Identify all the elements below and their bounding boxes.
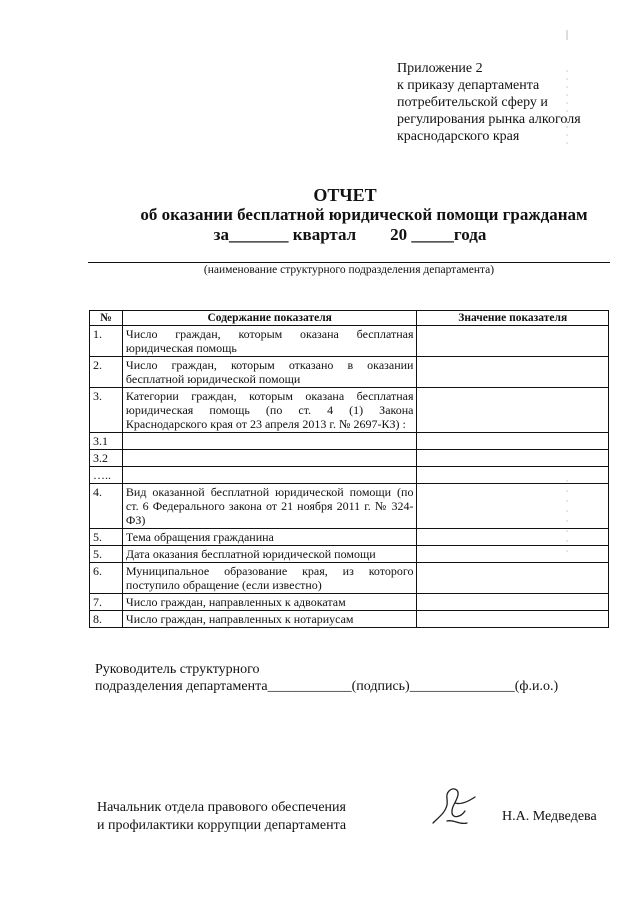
row-value-cell[interactable] <box>417 450 609 467</box>
row-number: 8. <box>90 611 123 628</box>
report-table <box>89 310 609 628</box>
signature-fields-line: подразделения департамента____________(подпись)_______________(ф.и.о.) <box>95 679 559 694</box>
appendix-note <box>397 60 627 145</box>
legal-dept-head-block <box>97 799 397 835</box>
row-indicator: Муниципальное образование края, из которого поступило обращение (если известно) <box>122 563 417 594</box>
table-row <box>90 357 609 388</box>
table-row <box>90 467 609 484</box>
appendix-line: Приложение 2 <box>397 61 483 76</box>
table-row <box>90 433 609 450</box>
header-value: Значение показателя <box>417 311 609 326</box>
row-number: 7. <box>90 594 123 611</box>
table-row <box>90 388 609 433</box>
appendix-line: к приказу департамента <box>397 78 540 93</box>
title-period: за_______ квартал 20 _____года <box>213 225 487 244</box>
row-indicator <box>122 433 417 450</box>
department-name-line <box>88 262 610 263</box>
row-number: 3.1 <box>90 433 123 450</box>
row-indicator: Число граждан, направленных к адвокатам <box>122 594 417 611</box>
report-title <box>0 185 640 245</box>
row-indicator: Категории граждан, которым оказана бесплатная юридическая помощь (по ст. 4 (1) Закона Краснодарского края от 23 апреля 2013 г. № 2697-КЗ) : <box>122 388 417 433</box>
signer-name: Н.А. Медведева <box>502 809 597 824</box>
row-value-cell[interactable] <box>417 467 609 484</box>
unit-head-signature-block <box>95 661 615 695</box>
row-value-cell[interactable] <box>417 529 609 546</box>
table-row <box>90 594 609 611</box>
appendix-line: краснодарского края <box>397 129 520 144</box>
row-indicator <box>122 467 417 484</box>
table-row <box>90 529 609 546</box>
table-row <box>90 563 609 594</box>
header-number: № <box>90 311 123 326</box>
table-row <box>90 484 609 529</box>
row-number: 3.2 <box>90 450 123 467</box>
row-value-cell[interactable] <box>417 388 609 433</box>
row-value-cell[interactable] <box>417 546 609 563</box>
row-number: ….. <box>90 467 123 484</box>
row-indicator: Число граждан, которым отказано в оказании бесплатной юридической помощи <box>122 357 417 388</box>
table-header-row <box>90 311 609 326</box>
row-indicator: Число граждан, направленных к нотариусам <box>122 611 417 628</box>
title-subheading: об оказании бесплатной юридической помощи гражданам <box>140 205 588 224</box>
row-number: 3. <box>90 388 123 433</box>
row-indicator <box>122 450 417 467</box>
signature-title-line: Руководитель структурного <box>95 662 260 677</box>
position-line: Начальник отдела правового обеспечения <box>97 800 346 815</box>
table-row <box>90 546 609 563</box>
table-row <box>90 611 609 628</box>
handwritten-signature <box>425 783 485 833</box>
table-row <box>90 326 609 357</box>
row-number: 5. <box>90 546 123 563</box>
row-value-cell[interactable] <box>417 563 609 594</box>
appendix-line: потребительской сферу и <box>397 95 548 110</box>
table-row <box>90 450 609 467</box>
row-indicator: Число граждан, которым оказана бесплатная юридическая помощь <box>122 326 417 357</box>
row-indicator: Вид оказанной бесплатной юридической помощи (по ст. 6 Федерального закона от 21 ноября 2011 г. № 324-ФЗ) <box>122 484 417 529</box>
row-number: 5. <box>90 529 123 546</box>
row-value-cell[interactable] <box>417 594 609 611</box>
title-heading: ОТЧЕТ <box>313 185 377 205</box>
row-number: 1. <box>90 326 123 357</box>
row-value-cell[interactable] <box>417 433 609 450</box>
row-value-cell[interactable] <box>417 326 609 357</box>
position-line: и профилактики коррупции департамента <box>97 818 347 833</box>
row-number: 4. <box>90 484 123 529</box>
row-value-cell[interactable] <box>417 357 609 388</box>
row-number: 2. <box>90 357 123 388</box>
row-indicator: Дата оказания бесплатной юридической помощи <box>122 546 417 563</box>
department-name-caption: (наименование структурного подразделения департамента) <box>203 264 495 276</box>
row-value-cell[interactable] <box>417 484 609 529</box>
row-indicator: Тема обращения гражданина <box>122 529 417 546</box>
appendix-line: регулирования рынка алкоголя <box>397 112 581 127</box>
row-value-cell[interactable] <box>417 611 609 628</box>
header-indicator: Содержание показателя <box>122 311 417 326</box>
row-number: 6. <box>90 563 123 594</box>
